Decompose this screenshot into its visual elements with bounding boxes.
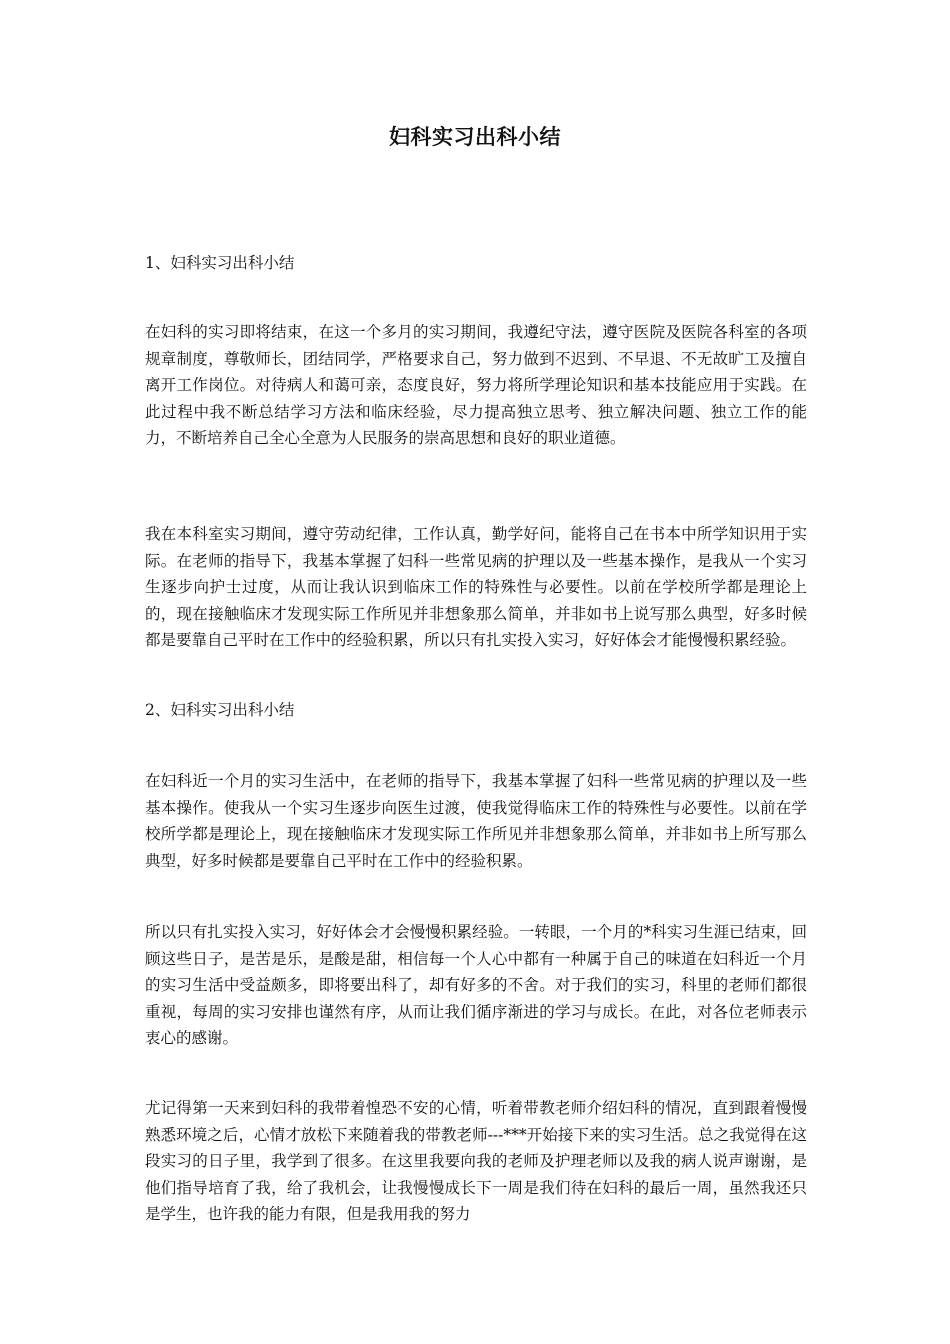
document-title: 妇科实习出科小结	[389, 124, 561, 149]
section-2-heading: 2、妇科实习出科小结	[145, 701, 295, 719]
section-2-paragraph-2: 所以只有扎实投入实习，好好体会才会慢慢积累经验。一转眼，一个月的*科实习生涯已结束，回顾这些日子，是苦是乐，是酸是甜，相信每一个人心中都有一种属于自己的味道在妇科近一个月的实习生活中受益颇多，即将要出科了，却有好多的不舍。对于我们的实习，科里的老师们都很重视，每周的实习安排也谨然有序，从而让我们循序渐进的学习与成长。在此，对各位老师表示衷心的感谢。	[145, 923, 807, 1047]
section-2-paragraph-1: 在妇科近一个月的实习生活中，在老师的指导下，我基本掌握了妇科一些常见病的护理以及一些基本操作。使我从一个实习生逐步向医生过渡，使我觉得临床工作的特殊性与必要性。以前在学校所学都是理论上，现在接触临床才发现实际工作所见并非想象那么简单，并非如书上所写那么典型，好多时候都是要靠自己平时在工作中的经验积累。	[145, 772, 807, 870]
section-2-paragraph-3: 尤记得第一天来到妇科的我带着惶恐不安的心情，听着带教老师介绍妇科的情况，直到跟着慢慢熟悉环境之后，心情才放松下来随着我的带教老师---***开始接下来的实习生活。总之我觉得在这段实习的日子里，我学到了很多。在这里我要向我的老师及护理老师以及我的病人说声谢谢，是他们指导培育了我，给了我机会，让我慢慢成长下一周是我们待在妇科的最后一周，虽然我还只是学生，也许我的能力有限，但是我用我的努力	[145, 1099, 807, 1223]
section-1-paragraph-1: 在妇科的实习即将结束，在这一个多月的实习期间，我遵纪守法，遵守医院及医院各科室的各项规章制度，尊敬师长，团结同学，严格要求自己，努力做到不迟到、不早退、不无故旷工及擅自离开工作岗位。对待病人和蔼可亲，态度良好，努力将所学理论知识和基本技能应用于实践。在此过程中我不断总结学习方法和临床经验，尽力提高独立思考、独立解决问题、独立工作的能力，不断培养自己全心全意为人民服务的崇高思想和良好的职业道德。	[145, 323, 807, 447]
section-1-heading: 1、妇科实习出科小结	[145, 254, 295, 272]
section-1-paragraph-2: 我在本科室实习期间，遵守劳动纪律，工作认真，勤学好问，能将自己在书本中所学知识用于实际。在老师的指导下，我基本掌握了妇科一些常见病的护理以及一些基本操作，是我从一个实习生逐步向护士过度，从而让我认识到临床工作的特殊性与必要性。以前在学校所学都是理论上的，现在接触临床才发现实际工作所见并非想象那么简单，并非如书上说写那么典型，好多时候都是要靠自己平时在工作中的经验积累，所以只有扎实投入实习，好好体会才能慢慢积累经验。	[145, 525, 807, 649]
